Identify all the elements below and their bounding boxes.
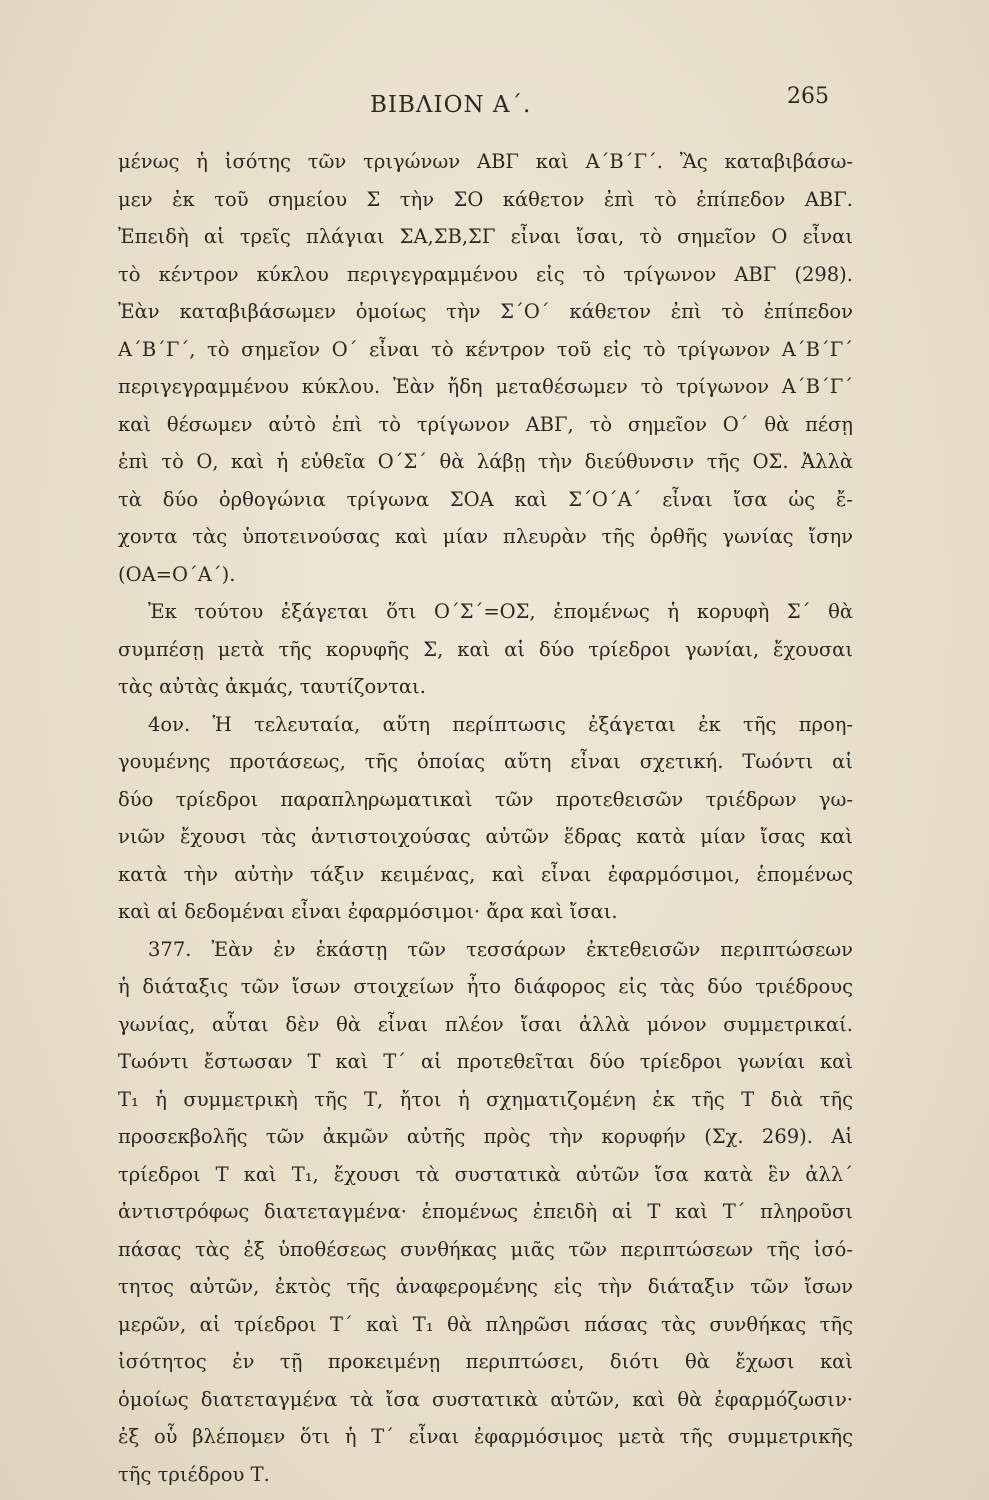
running-head: ΒΙΒΛΙΟΝ Α΄.: [370, 92, 532, 118]
text-line: μένως ἡ ἰσότης τῶν τριγώνων ΑΒΓ καὶ Α΄Β΄Γ΄. Ἂς καταβιβάσω-: [118, 150, 853, 173]
text-line: Ἐκ τούτου ἐξάγεται ὅτι Ο΄Σ΄=ΟΣ, ἑπομένως ἡ κορυφὴ Σ΄ θὰ: [148, 600, 853, 623]
text-line: τὸ κέντρον κύκλου περιγεγραμμένου εἰς τὸ τρίγωνον ΑΒΓ (298).: [118, 262, 853, 286]
text-line: χοντα τὰς ὑποτεινούσας καὶ μίαν πλευρὰν τῆς ὀρθῆς γωνίας ἴσην: [118, 525, 853, 548]
text-line: ἐξ οὗ βλέπομεν ὅτι ἡ Τ΄ εἶναι ἐφαρμόσιμος μετὰ τῆς συμμετρικῆς: [118, 1425, 853, 1448]
text-line: τητος αὐτῶν, ἐκτὸς τῆς ἀναφερομένης εἰς τὴν διάταξιν τῶν ἴσων: [118, 1275, 853, 1298]
text-line: μερῶν, αἱ τρίεδροι Τ΄ καὶ Τ₁ θὰ πληρῶσι πάσας τὰς συνθήκας τῆς: [118, 1312, 853, 1336]
text-line: νιῶν ἔχουσι τὰς ἀντιστοιχούσας αὐτῶν ἕδρας κατὰ μίαν ἴσας καὶ: [118, 825, 853, 848]
page-header: [0, 84, 989, 132]
page-number: 265: [787, 84, 829, 109]
text-line: ἡ διάταξις τῶν ἴσων στοιχείων ἦτο διάφορος εἰς τὰς δύο τριέδρους: [118, 975, 853, 998]
text-line: ἐπὶ τὸ Ο, καὶ ἡ εὐθεῖα Ο΄Σ΄ θὰ λάβῃ τὴν διεύθυνσιν τῆς ΟΣ. Ἀλλὰ: [118, 450, 853, 473]
text-line: τρίεδροι Τ καὶ Τ₁, ἔχουσι τὰ συστατικὰ αὐτῶν ἴσα κατὰ ἓν ἀλλ΄: [118, 1162, 853, 1186]
text-line: προσεκβολῆς τῶν ἀκμῶν αὐτῆς πρὸς τὴν κορυφήν (Σχ. 269). Αἱ: [118, 1125, 853, 1148]
text-line: καὶ θέσωμεν αὐτὸ ἐπὶ τὸ τρίγωνον ΑΒΓ, τὸ σημεῖον Ο΄ θὰ πέσῃ: [118, 412, 853, 436]
text-line: Ἐπειδὴ αἱ τρεῖς πλάγιαι ΣΑ,ΣΒ,ΣΓ εἶναι ἴσαι, τὸ σημεῖον Ο εἶναι: [118, 225, 853, 248]
text-line: ὁμοίως διατεταγμένα τὰ ἴσα συστατικὰ αὐτῶν, καὶ θὰ ἐφαρμόζωσιν·: [118, 1387, 853, 1411]
text-line: 377. Ἐὰν ἐν ἑκάστῃ τῶν τεσσάρων ἐκτεθεισῶν περιπτώσεων: [148, 937, 853, 961]
text-line: ἰσότητος ἐν τῇ προκειμένῃ περιπτώσει, διότι θὰ ἔχωσι καὶ: [118, 1350, 853, 1373]
text-line: περιγεγραμμένου κύκλου. Ἐὰν ἤδη μεταθέσωμεν τὸ τρίγωνον Α΄Β΄Γ΄: [118, 375, 853, 398]
text-line: κατὰ τὴν αὐτὴν τάξιν κειμένας, καὶ εἶναι ἐφαρμόσιμοι, ἑπομένως: [118, 862, 853, 886]
text-line: γουμένης προτάσεως, τῆς ὁποίας αὕτη εἶναι σχετική. Τωόντι αἱ: [118, 750, 853, 773]
text-line: δύο τρίεδροι παραπληρωματικαὶ τῶν προτεθεισῶν τριέδρων γω-: [118, 787, 853, 811]
text-line: ἀντιστρόφως διατεταγμένα· ἑπομένως ἐπειδὴ αἱ Τ καὶ Τ΄ πληροῦσι: [118, 1200, 853, 1223]
body-text: [118, 143, 853, 1493]
text-line: 4ον. Ἡ τελευταία, αὕτη περίπτωσις ἐξάγεται ἐκ τῆς προη-: [148, 712, 853, 736]
text-line: γωνίας, αὗται δὲν θὰ εἶναι πλέον ἴσαι ἀλλὰ μόνον συμμετρικαί.: [118, 1012, 853, 1036]
text-line: (ΟΑ=Ο΄Α΄).: [118, 562, 236, 586]
text-line: τῆς τριέδρου Τ.: [118, 1462, 270, 1486]
text-line: Τ₁ ἡ συμμετρικὴ τῆς Τ, ἤτοι ἡ σχηματιζομένη ἐκ τῆς Τ διὰ τῆς: [118, 1087, 853, 1111]
text-line: Α΄Β΄Γ΄, τὸ σημεῖον Ο΄ εἶναι τὸ κέντρον τοῦ εἰς τὸ τρίγωνον Α΄Β΄Γ΄: [118, 337, 853, 361]
text-line: τὰ δύο ὀρθογώνια τρίγωνα ΣΟΑ καὶ Σ΄Ο΄Α΄ εἶναι ἴσα ὡς ἔ-: [118, 487, 853, 511]
text-line: Τωόντι ἔστωσαν Τ καὶ Τ΄ αἱ προτεθεῖται δύο τρίεδροι γωνίαι καὶ: [118, 1050, 853, 1073]
text-line: συμπέσῃ μετὰ τῆς κορυφῆς Σ, καὶ αἱ δύο τρίεδροι γωνίαι, ἔχουσαι: [118, 637, 853, 661]
text-line: τὰς αὐτὰς ἀκμάς, ταυτίζονται.: [118, 675, 426, 698]
text-line: καὶ αἱ δεδομέναι εἶναι ἐφαρμόσιμοι· ἄρα καὶ ἴσαι.: [118, 900, 618, 923]
text-line: Ἐὰν καταβιβάσωμεν ὁμοίως τὴν Σ΄Ο΄ κάθετον ἐπὶ τὸ ἐπίπεδον: [118, 300, 853, 323]
text-line: μεν ἐκ τοῦ σημείου Σ τὴν ΣΟ κάθετον ἐπὶ τὸ ἐπίπεδον ΑΒΓ.: [118, 187, 853, 211]
text-line: πάσας τὰς ἐξ ὑποθέσεως συνθήκας μιᾶς τῶν περιπτώσεων τῆς ἰσό-: [118, 1237, 853, 1261]
